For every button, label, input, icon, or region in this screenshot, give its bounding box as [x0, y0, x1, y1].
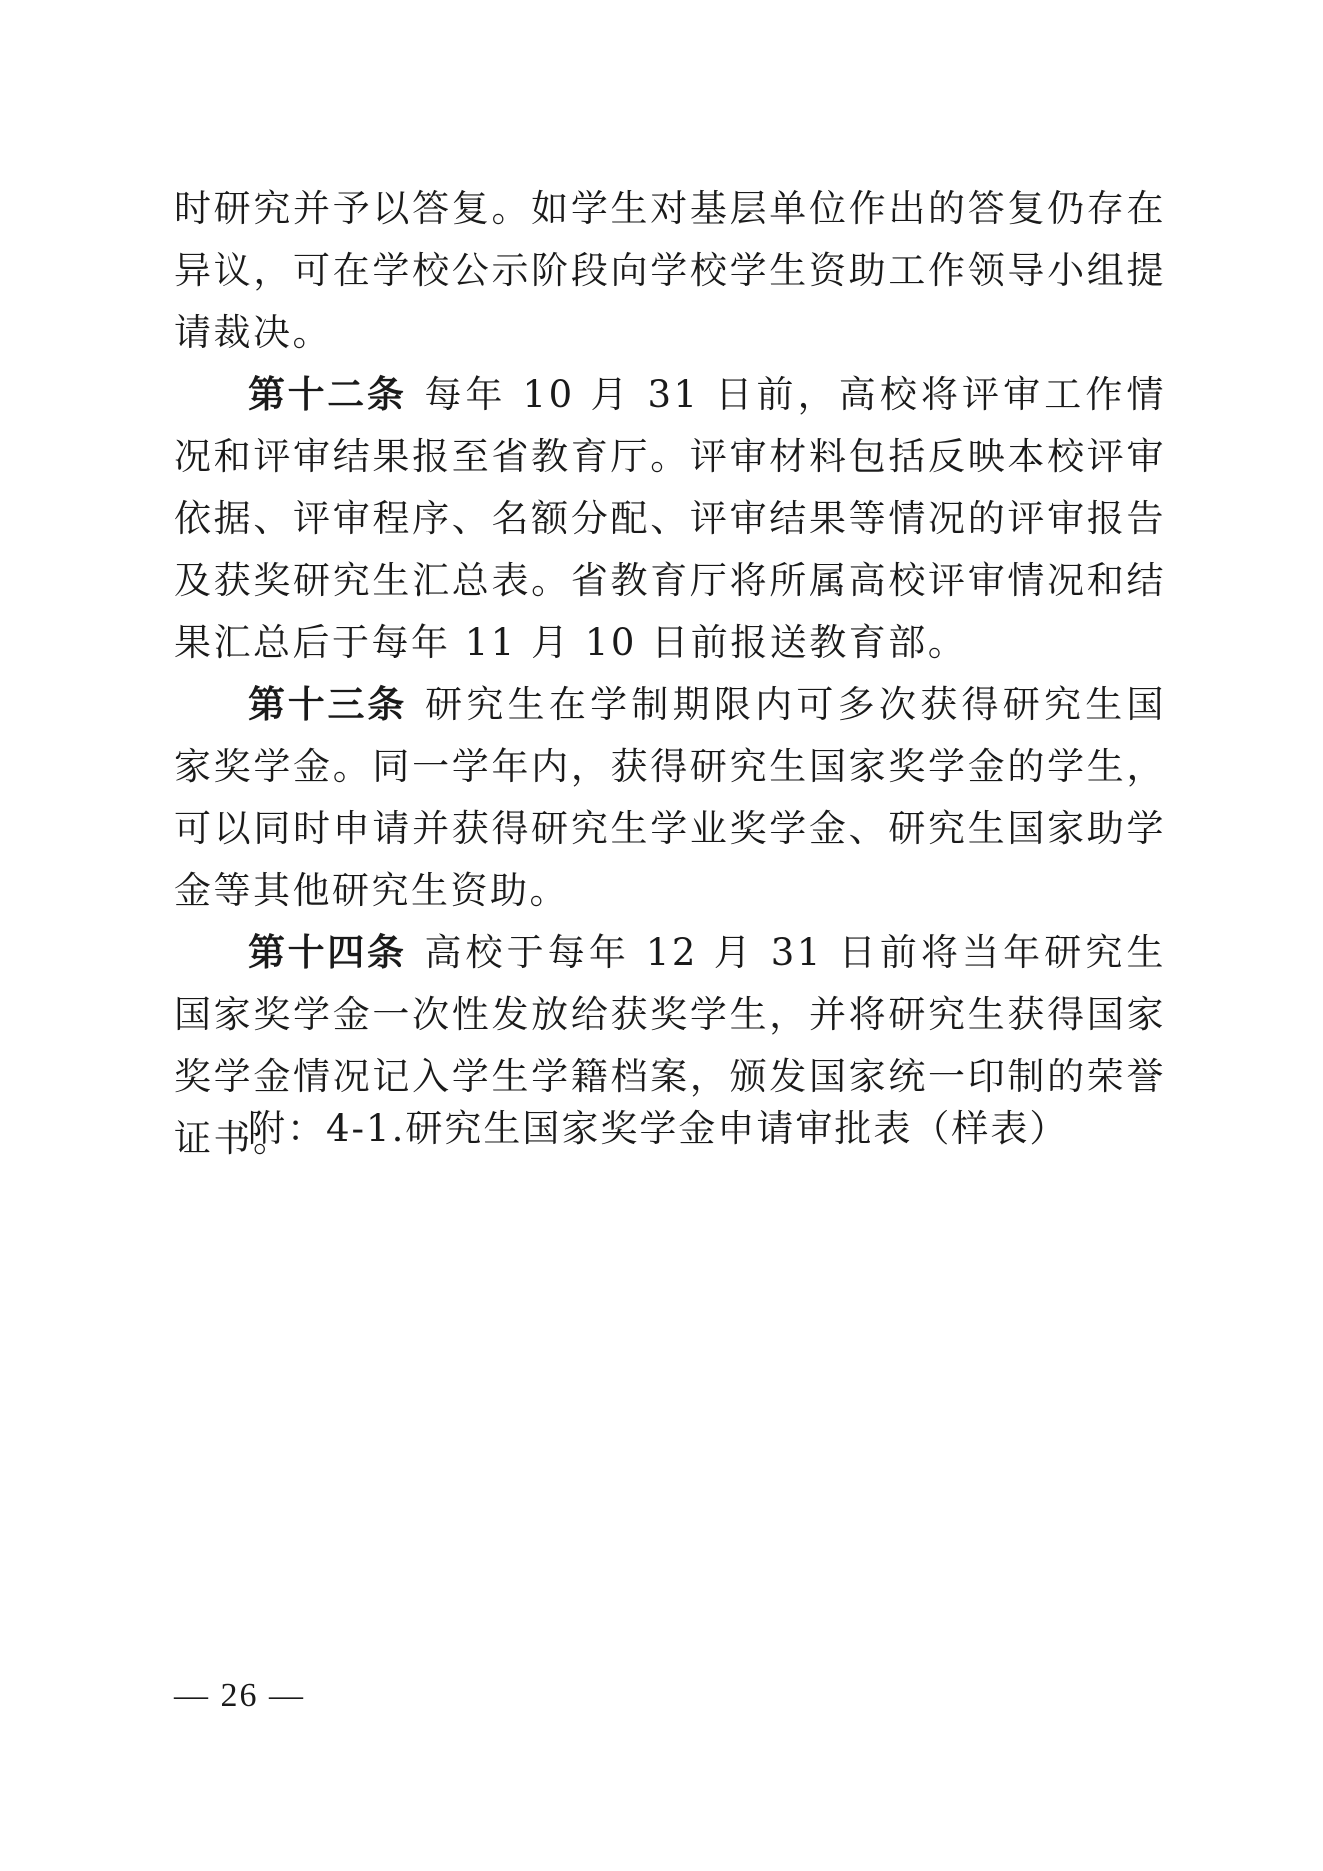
article-13-body: 研究生在学制期限内可多次获得研究生国家奖学金。同一学年内，获得研究生国家奖学金的学生，可以同时申请并获得研究生学业奖学金、研究生国家助学金等其他研究生资助。 [174, 683, 1167, 912]
article-12-heading: 第十二条 [248, 373, 407, 416]
continuation-paragraph: 时研究并予以答复。如学生对基层单位作出的答复仍存在异议，可在学校公示阶段向学校学生资助工作领导小组提请裁决。 [174, 187, 1166, 354]
article-12 [174, 364, 1166, 674]
document-body [174, 178, 1166, 1170]
article-14-heading: 第十四条 [248, 931, 407, 974]
article-14-body: 高校于每年 12 月 31 日前将当年研究生国家奖学金一次性发放给获奖学生，并将研究生获得国家奖学金情况记入学生学籍档案，颁发国家统一印制的荣誉证书。 [174, 931, 1166, 1160]
page-number: — 26 — [174, 1677, 305, 1714]
attachment-line: 附：4-1.研究生国家奖学金申请审批表（样表） [248, 1107, 1069, 1150]
article-12-body: 每年 10 月 31 日前，高校将评审工作情况和评审结果报至省教育厅。评审材料包括反映本校评审依据、评审程序、名额分配、评审结果等情况的评审报告及获奖研究生汇总表。省教育厅将所属高校评审情况和结果汇总后于每年 11 月 10 日前报送教育部。 [174, 373, 1166, 664]
article-13-heading: 第十三条 [248, 683, 408, 726]
article-13 [174, 674, 1166, 922]
